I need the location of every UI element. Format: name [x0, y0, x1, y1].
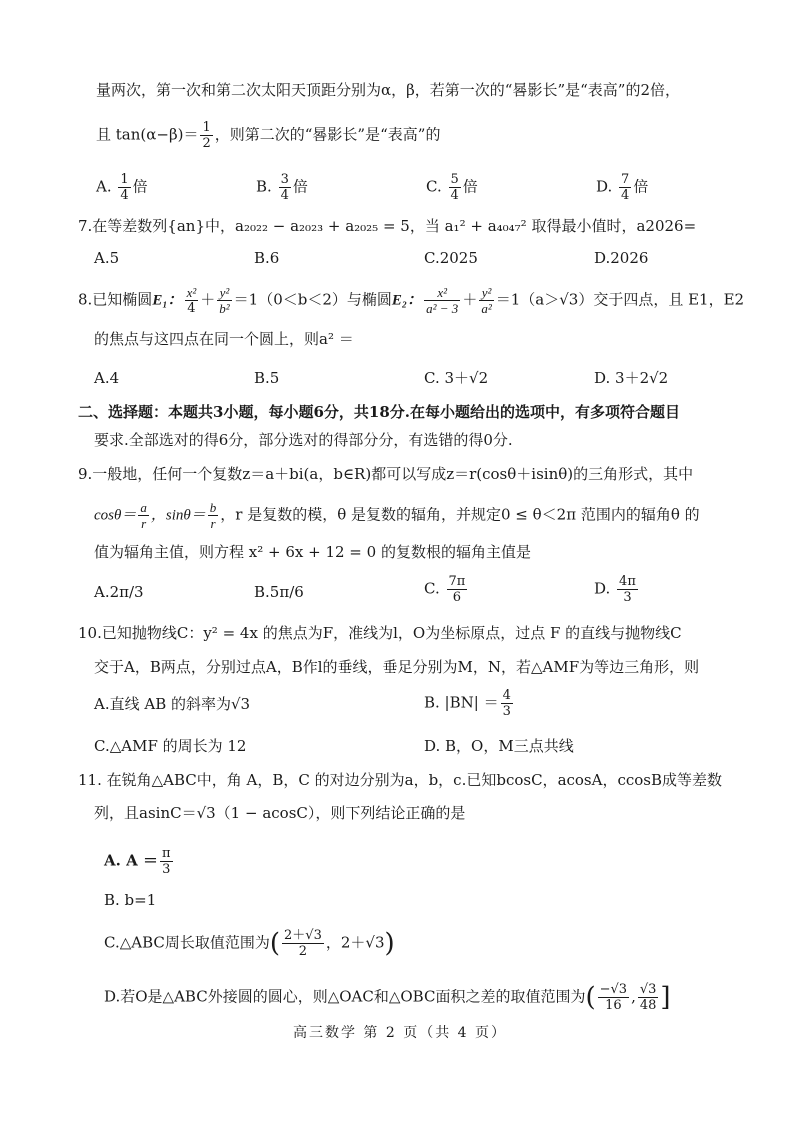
q6-option-c: [426, 172, 478, 203]
left-paren: (: [585, 982, 596, 1013]
q6-stem-line1: 量两次，第一次和第二次太阳天顶距分别为α，β，若第一次的“晷影长”是“表高”的2倍，: [96, 81, 681, 99]
q11-opt-d-frac2: [638, 982, 659, 1013]
q10-opt-b-text: B. |BN| ＝: [424, 693, 499, 712]
q6-stem-line2: [96, 120, 440, 151]
frac-den: 3: [623, 590, 632, 605]
frac-num: x²: [424, 285, 460, 301]
frac-den: 6: [452, 590, 462, 605]
q8-e2-y-frac: [479, 285, 493, 316]
frac-num: −√3: [599, 982, 628, 997]
q6-option-a: [96, 172, 148, 203]
q6-opt-frac: [619, 172, 631, 203]
q6-opt-suffix: 倍: [633, 177, 649, 196]
q8-stem-line2: 的焦点与这四点在同一个圆上，则a² ＝: [94, 330, 354, 348]
q8-e1-label: E₁：: [152, 292, 183, 309]
q8-stem-line1: 8.已知椭圆E₁： $\frac{\text{x²}}{4}$ ＋ $\frac{\text{y²}}{\text{b²}}$ ＝1（0＜b＜2）与椭圆E₂： $\frac{\text{x²}}{\text{a² − 3}}$ ＋ $\frac{\text{y²}}{\text{a²}}$ ＝1（a＞√3）交于四点，且 E1，E2: [78, 285, 745, 316]
frac-num: y²: [217, 285, 231, 301]
frac-num: 4π: [619, 574, 636, 589]
q6-opt-frac: [449, 172, 461, 203]
frac-den: 4: [280, 188, 289, 203]
q11-option-b: B. b=1: [104, 891, 157, 909]
q8-e2-label: E₂：: [391, 292, 423, 309]
q9-text: cosθ＝: [94, 507, 137, 524]
q6-opt-label: C.: [426, 177, 442, 196]
q9-text: ，r 是复数的模，θ 是复数的辐角，并规定0 ≤ θ＜2π 范围内的辐角θ 的: [220, 505, 700, 524]
q6-opt-suffix: 倍: [292, 177, 308, 196]
q11-option-a: [104, 846, 175, 877]
q7-option-c: C.2025: [424, 249, 478, 267]
q8-e2-x-frac: [424, 285, 460, 316]
q6-opt-label: D.: [596, 177, 613, 196]
q8-option-a: A.4: [94, 369, 120, 387]
q8-e1-x-frac: [185, 285, 199, 316]
q9-cos-frac: [138, 500, 149, 531]
q11-stem-line2: 列，且asinC＝√3（1 − acosC），则下列结论正确的是: [94, 804, 466, 822]
q11-option-d: D.若O是△ABC外接圆的圆心，则△OAC和△OBC面积之差的取值范围为( $\frac{-√3}{16}$ , $\frac{√3}{48}$ ]: [104, 982, 671, 1013]
q6-opt-label: A.: [96, 177, 112, 196]
q11-opt-c-frac: [282, 928, 324, 959]
frac-den: 4: [450, 188, 459, 203]
frac-num: 4: [502, 688, 511, 703]
section2-heading-line2: 要求.全部选对的得6分，部分选对的得部分分，有选错的得0分.: [94, 431, 513, 449]
q8-text: ＝1（a＞√3）交于四点，且 E1，E2: [495, 290, 745, 309]
q6-option-d: [596, 172, 648, 203]
frac-num: √3: [639, 982, 657, 997]
q8-option-c: C. 3＋√2: [424, 369, 489, 387]
section2-heading-line1: 二、选择题：本题共3小题，每小题6分，共18分.在每小题给出的选项中，有多项符合题目: [78, 403, 680, 421]
frac-num: 5: [450, 172, 459, 187]
q10-stem-line1: 10.已知抛物线C：y² = 4x 的焦点为F，准线为l，O为坐标原点，过点 F 的直线与抛物线C: [78, 624, 682, 642]
q11-opt-a-frac: [160, 846, 173, 877]
frac-den: r: [210, 516, 216, 531]
q9-sin-frac: [208, 500, 219, 531]
frac-den: 4: [621, 188, 630, 203]
q10-stem-line2: 交于A，B两点，分别过点A，B作l的垂线，垂足分别为M，N，若△AMF为等边三角形，则: [94, 658, 700, 676]
q8-text: ＝1（0＜b＜2）与椭圆: [233, 290, 392, 309]
q9-stem-line3: 值为辐角主值，则方程 x² + 6x + 12 = 0 的复数根的辐角主值是: [94, 543, 531, 561]
q6-opt-frac: [279, 172, 291, 203]
frac-den: 3: [162, 862, 171, 877]
q6-opt-suffix: 倍: [462, 177, 478, 196]
right-bracket: ]: [660, 982, 671, 1013]
q7-option-a: A.5: [94, 249, 120, 267]
q9-option-c: [424, 574, 469, 605]
q11-opt-c-post: ，2＋√3: [325, 933, 385, 952]
right-paren: ): [384, 928, 395, 959]
q6-opt-label: B.: [256, 177, 272, 196]
frac-num: a: [140, 500, 147, 515]
frac-num: 7: [621, 172, 630, 187]
frac-den: a² − 3: [426, 301, 459, 316]
q6-frac-num: 1: [202, 120, 211, 135]
q9-opt-label: D.: [594, 579, 611, 598]
q6-opt-frac: [118, 172, 130, 203]
q6-opt-suffix: 倍: [132, 177, 148, 196]
q11-opt-d-text: D.若O是△ABC外接圆的圆心，则△OAC和△OBC面积之差的取值范围为: [104, 987, 586, 1006]
q6-line2-pre: 且 tan(α−β)＝: [96, 125, 199, 144]
frac-num: b: [209, 500, 217, 515]
frac-den: 2: [298, 944, 308, 959]
q11-option-c: [104, 928, 395, 959]
q11-opt-a-text: A. A ＝: [104, 851, 158, 870]
q9-option-b: B.5π/6: [254, 583, 304, 601]
q8-text: 8.已知椭圆: [78, 290, 153, 309]
frac-num: 7π: [448, 574, 466, 589]
q9-option-d: [594, 574, 640, 605]
frac-den: 16: [605, 998, 622, 1013]
frac-den: 4: [120, 188, 129, 203]
frac-den: 48: [639, 998, 657, 1013]
q10-option-d: D. B，O，M三点共线: [424, 737, 574, 755]
q10-option-a: A.直线 AB 的斜率为√3: [94, 695, 251, 713]
frac-num: y²: [479, 285, 493, 301]
frac-num: 3: [280, 172, 289, 187]
q9-stem-line1: 9.一般地，任何一个复数z＝a＋bi(a，b∈R)都可以写成z＝r(cosθ＋isinθ)的三角形式，其中: [78, 465, 694, 483]
q6-frac-den: 2: [202, 136, 211, 151]
q9-opt-c-frac: [447, 574, 468, 605]
frac-den: a²: [481, 301, 492, 316]
q11-opt-c-text: C.△ABC周长取值范围为: [104, 933, 270, 952]
q8-e1-y-frac: [217, 285, 231, 316]
q7-option-d: D.2026: [594, 249, 649, 267]
q8-option-b: B.5: [254, 369, 280, 387]
q11-opt-d-frac1: [598, 982, 629, 1013]
frac-den: b²: [219, 301, 230, 316]
q9-opt-d-frac: [617, 574, 638, 605]
q11-stem-line1: 11. 在锐角△ABC中，角 A，B，C 的对边分别为a，b，c.已知bcosC，acosA，ccosB成等差数: [78, 771, 723, 789]
q6-line2-post: ，则第二次的“晷影长”是“表高”的: [214, 125, 441, 144]
q10-option-b: [424, 688, 515, 719]
frac-num: x²: [186, 285, 197, 300]
q9-option-a: A.2π/3: [94, 583, 144, 601]
frac-num: 2＋√3: [284, 928, 322, 943]
left-paren: (: [269, 928, 281, 959]
q8-option-d: D. 3＋2√2: [594, 369, 669, 387]
q9-text: ，sinθ＝: [150, 507, 206, 524]
q7-option-b: B.6: [254, 249, 280, 267]
q10-opt-b-frac: [501, 688, 513, 719]
frac-den: 3: [502, 704, 511, 719]
q10-option-c: C.△AMF 的周长为 12: [94, 737, 247, 755]
frac-num: 1: [120, 172, 129, 187]
q6-option-b: [256, 172, 308, 203]
frac-den: 4: [187, 301, 196, 316]
q9-stem-line2: [94, 500, 700, 531]
page-footer: 高三数学 第 2 页（共 4 页）: [292, 1025, 508, 1041]
q6-fraction: [200, 120, 212, 151]
frac-num: π: [161, 846, 171, 861]
q9-opt-label: C.: [424, 579, 440, 598]
q7-stem: 7.在等差数列{an}中，a₂₀₂₂ − a₂₀₂₃ + a₂₀₂₅ = 5，当 a₁² + a₄₀₄₇² 取得最小值时，a2026=: [78, 217, 697, 235]
frac-den: r: [141, 516, 147, 531]
